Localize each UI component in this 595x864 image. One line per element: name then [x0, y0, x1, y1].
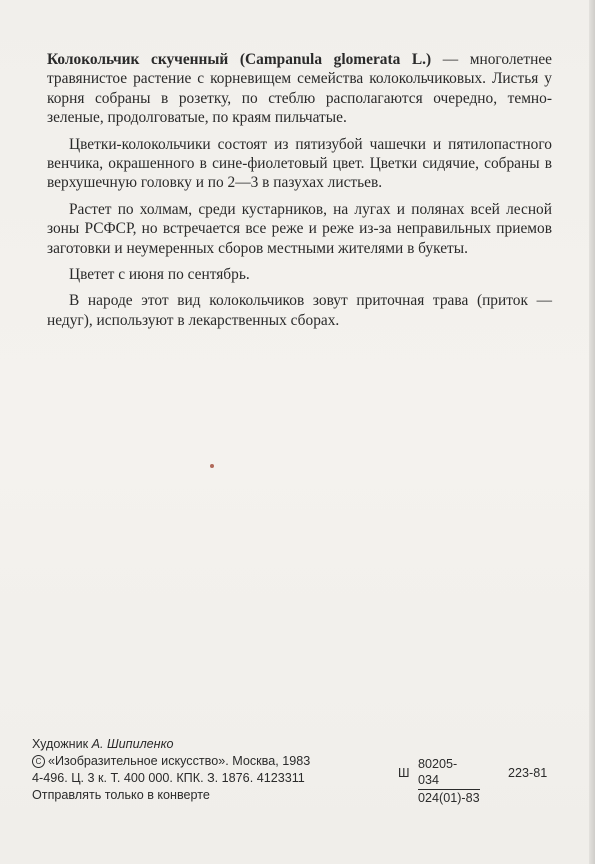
print-line: 4-496. Ц. 3 к. Т. 400 000. КПК. З. 1876. 4123311 — [32, 771, 305, 785]
plant-name-ru: Колокольчик скученный — [47, 51, 229, 68]
page-edge — [589, 0, 595, 864]
artist-label: Художник — [32, 737, 89, 751]
paper-speck — [210, 464, 214, 468]
article-text — [47, 50, 552, 337]
plant-title — [47, 51, 431, 68]
artist-name: А. Шипиленко — [91, 737, 174, 751]
artist-line — [32, 736, 552, 753]
paragraph-folk-use: В народе этот вид колокольчиков зовут приточная трава (приток — недуг), используют в лекарственных сборах. — [47, 292, 552, 329]
copyright-icon: C — [32, 755, 45, 768]
paragraph-flowers: Цветки-колокольчики состоят из пятизубой чашечки и пятилопастного венчика, окрашенного в сине-фиолетовый цвет. Цветки сидячие, собраны в верхушечную головку и по 2—3 в пазухах листьев. — [47, 135, 552, 192]
paragraph-blooming: Цветет с июня по сентябрь. — [69, 266, 250, 284]
send-note: Отправлять только в конверте — [32, 788, 210, 802]
copyright-text: «Изобразительное искусство». Москва, 1983 — [48, 754, 311, 768]
code-numerator: 80205-034 — [418, 756, 480, 790]
code-letter: Ш — [398, 766, 410, 780]
plant-name-latin: (Campanula glomerata L.) — [239, 51, 432, 68]
description-text: — многолетнее травянистое растение с корневищем семейства колокольчиковых. Листья у корня собраны в розетку, по стеблю располагаются очередно, темно-зеленые, продолговатые, по краям пильчатые. — [47, 51, 552, 127]
code-suffix: 223-81 — [508, 766, 548, 780]
code-fraction — [418, 756, 480, 806]
paragraph-description — [47, 50, 552, 128]
paragraph-habitat: Растет по холмам, среди кустарников, на лугах и полянах всей лесной зоны РСФСР, но встречается все реже и реже из-за неправильных приемов заготовки и неумеренных сборов местными жителями в букеты. — [47, 200, 552, 257]
code-denominator: 024(01)-83 — [418, 791, 480, 805]
